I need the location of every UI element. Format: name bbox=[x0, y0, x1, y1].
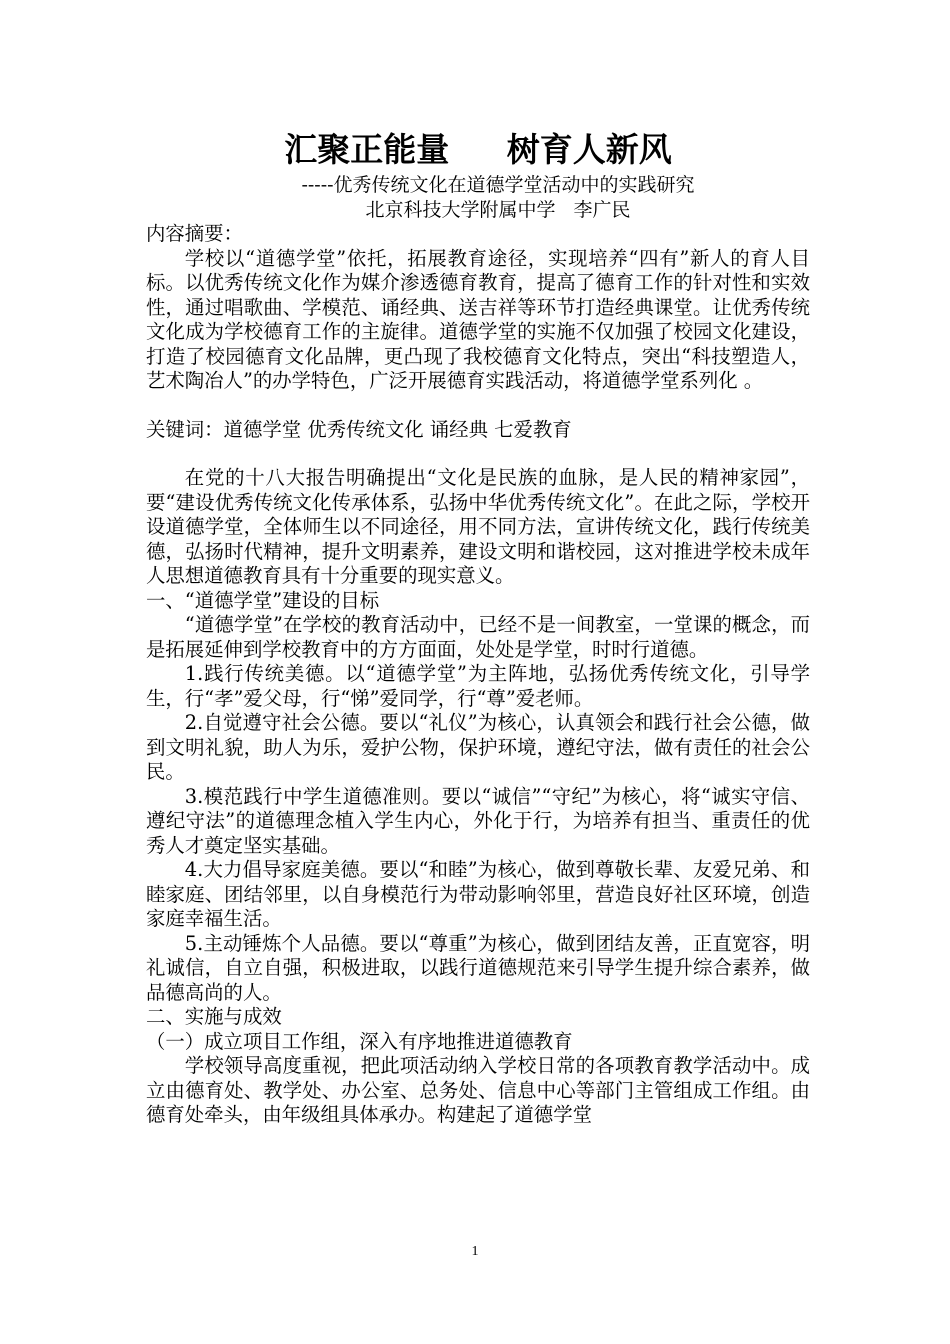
goal-item: 4.大力倡导家庭美德。要以“和睦”为核心，做到尊敬长辈、友爱兄弟、和睦家庭、团结邻里，以自身模范行为带动影响邻里，营造良好社区环境，创造家庭幸福生活。 bbox=[146, 858, 810, 930]
abstract-paragraph: 学校以“道德学堂”依托，拓展教育途径，实现培养“四有”新人的育人目标。以优秀传统文化作为媒介渗透德育教育，提高了德育工作的针对性和实效性，通过唱歌曲、学模范、诵经典、送吉祥等环节打造经典课堂。让优秀传统文化成为学校德育工作的主旋律。道德学堂的实施不仅加强了校园文化建设，打造了校园德育文化品牌，更凸现了我校德育文化特点，突出“科技塑造人，艺术陶冶人”的办学特色，广泛开展德育实践活动，将道德学堂系列化 。 bbox=[146, 246, 810, 392]
document-author: 北京科技大学附属中学 李广民 bbox=[365, 199, 631, 221]
subsection-heading: （一）成立项目工作组，深入有序地推进道德教育 bbox=[146, 1029, 573, 1053]
intro-paragraph: 在党的十八大报告明确提出“文化是民族的血脉，是人民的精神家园”，要“建设优秀传统文化传承体系，弘扬中华优秀传统文化”。在此之际，学校开设道德学堂，全体师生以不同途径，用不同方法，宣讲传统文化，践行传统美德，弘扬时代精神，提升文明素养，建设文明和谐校园，这对推进学校未成年人思想道德教育具有十分重要的现实意义。 bbox=[146, 466, 810, 587]
spacer bbox=[146, 394, 810, 418]
section-heading: 二、实施与成效 bbox=[146, 1005, 282, 1028]
spacer bbox=[146, 442, 810, 466]
document-subtitle: -----优秀传统文化在道德学堂活动中的实践研究 bbox=[301, 174, 695, 196]
keywords-line: 关键词：道德学堂 优秀传统文化 诵经典 七爱教育 bbox=[146, 417, 572, 441]
document-page bbox=[146, 128, 810, 1128]
page-number: 1 bbox=[471, 1244, 479, 1259]
abstract-label: 内容摘要： bbox=[146, 222, 243, 245]
goal-item: 1.践行传统美德。以“道德学堂”为主阵地，弘扬优秀传统文化，引导学生，行“孝”爱父母，行“悌”爱同学，行“尊”爱老师。 bbox=[146, 662, 810, 710]
section-paragraph: 学校领导高度重视，把此项活动纳入学校日常的各项教育教学活动中。成立由德育处、教学处、办公室、总务处、信息中心等部门主管组成工作组。由德育处牵头，由年级组具体承办。构建起了道德学堂 bbox=[146, 1054, 810, 1126]
section-heading: 一、“道德学堂”建设的目标 bbox=[146, 588, 380, 612]
goal-item: 5.主动锤炼个人品德。要以“尊重”为核心，做到团结友善，正直宽容，明礼诚信，自立自强，积极进取，以践行道德规范来引导学生提升综合素养，做品德高尚的人。 bbox=[146, 931, 810, 1004]
goal-item: 3.模范践行中学生道德准则。要以“诚信”“守纪”为核心，将“诚实守信、遵纪守法”的道德理念植入学生内心，外化于行，为培养有担当、重责任的优秀人才奠定坚实基础。 bbox=[146, 784, 810, 857]
goal-item: 2.自觉遵守社会公德。要以“礼仪”为核心，认真领会和践行社会公德，做到文明礼貌，助人为乐，爱护公物，保护环境，遵纪守法，做有责任的社会公民。 bbox=[146, 711, 810, 783]
document-title: 汇聚正能量 树育人新风 bbox=[284, 130, 672, 169]
section-paragraph: “道德学堂”在学校的教育活动中，已经不是一间教室，一堂课的概念，而是拓展延伸到学校教育中的方方面面，处处是学堂，时时行道德。 bbox=[146, 613, 810, 661]
